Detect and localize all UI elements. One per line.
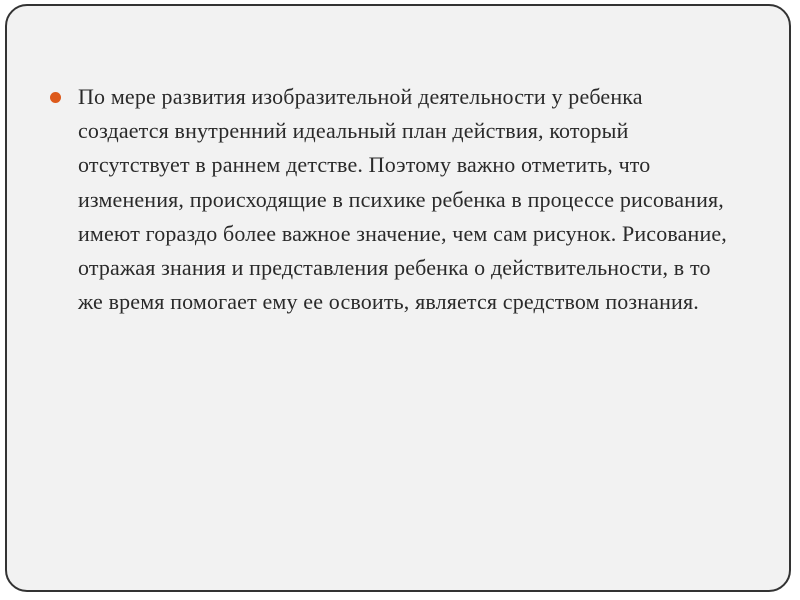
bullet-item (50, 80, 730, 319)
bullet-circle-icon (50, 92, 61, 103)
slide-body-text: По мере развития изобразительной деятельности у ребенка создается внутренний идеальный план действия, который отсутствует в раннем детстве. Поэтому важно отметить, что изменения, происходящие в психике ребенка в процессе рисования, имеют гораздо более важное значение, чем сам рисунок. Рисование, отражая знания и представления ребенка о действительности, в то же время помогает ему ее освоить, является средством познания. (78, 84, 727, 315)
